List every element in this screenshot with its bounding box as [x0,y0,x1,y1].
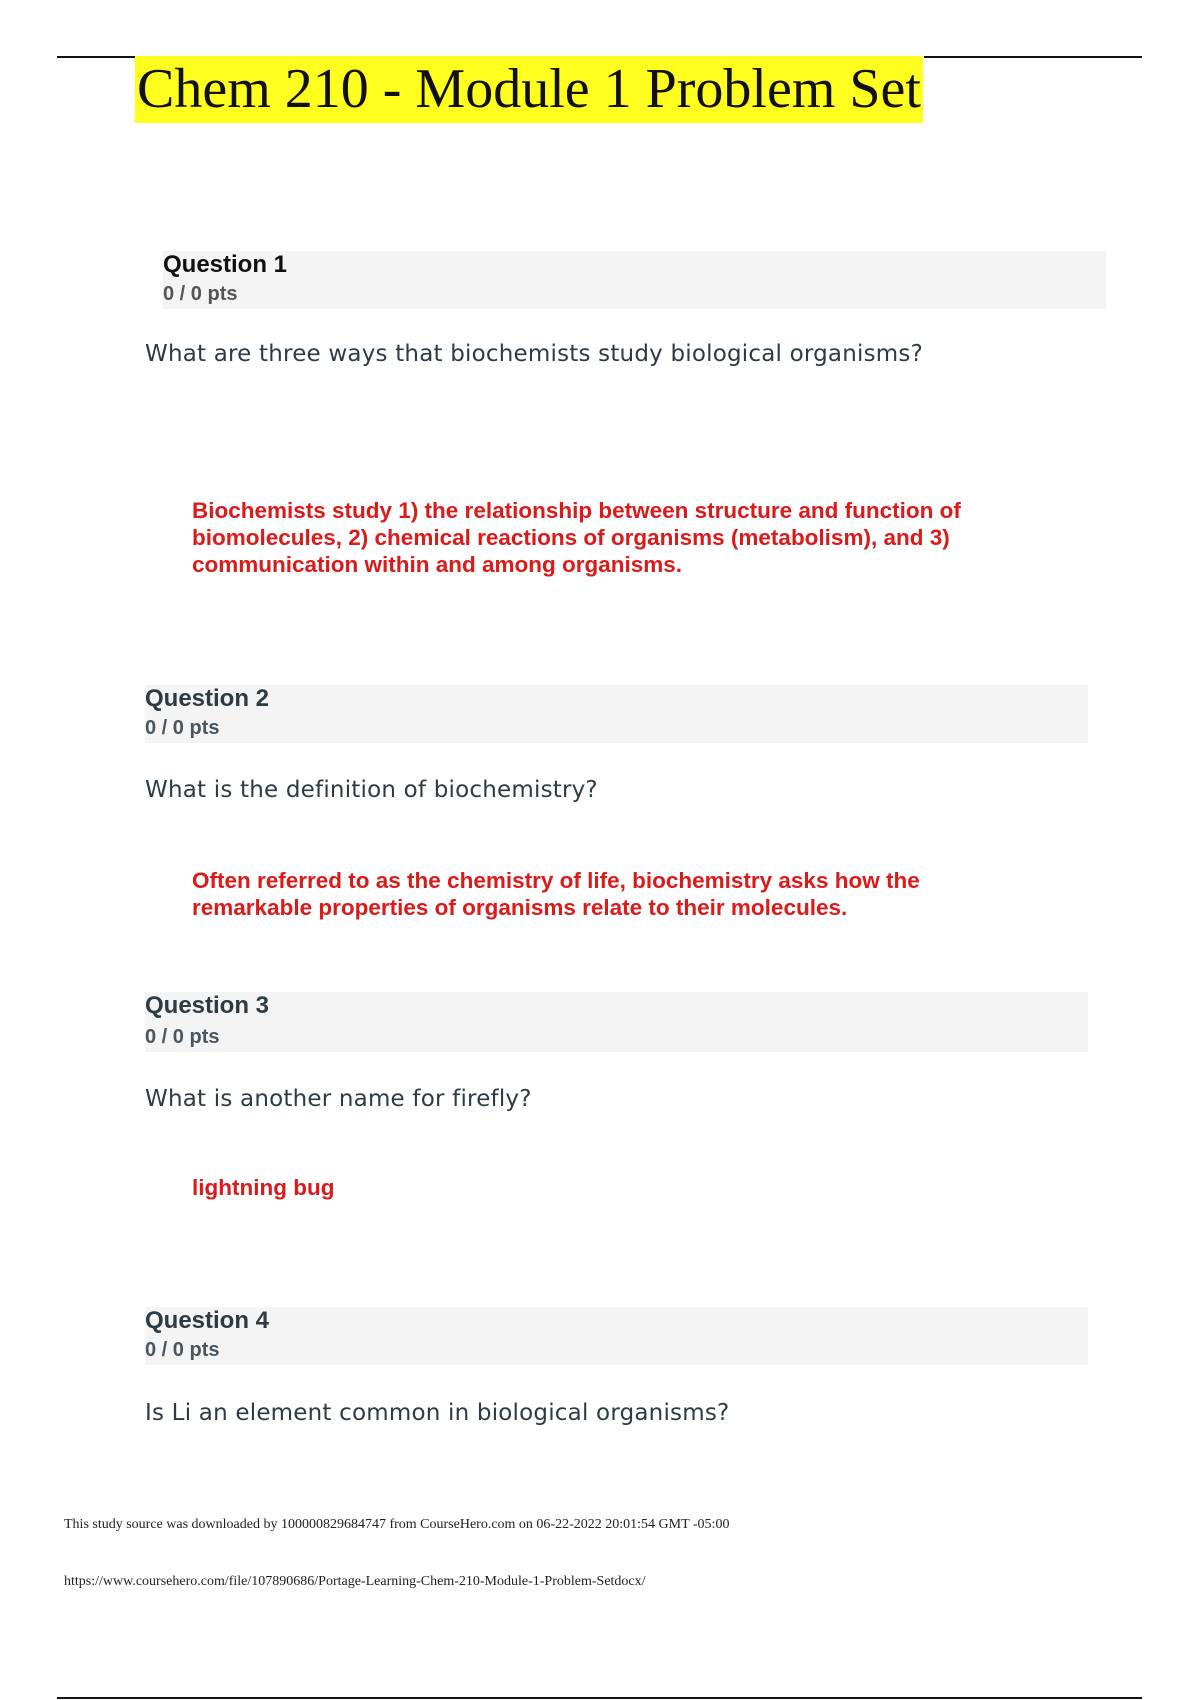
question-3-points: 0 / 0 pts [145,1026,220,1048]
question-1-header [163,251,1106,309]
question-3-title: Question 3 [145,992,270,1019]
question-2-text: What is the definition of biochemistry? [145,777,598,803]
question-1-points: 0 / 0 pts [163,283,238,305]
question-4-header [145,1307,1088,1365]
question-1-answer: Biochemists study 1) the relationship between structure and function of biomolecules, 2) chemical reactions of organisms (metabolism), and 3) communication within and among organisms. [192,498,961,577]
top-rule-left [57,56,135,58]
question-3-header [145,992,1088,1052]
question-1-text: What are three ways that biochemists study biological organisms? [145,341,923,367]
footer-source-line: This study source was downloaded by 100000829684747 from CourseHero.com on 06-22-2022 20:01:54 GMT -05:00 [64,1517,730,1532]
question-4-points: 0 / 0 pts [145,1339,220,1361]
question-4-text: Is Li an element common in biological organisms? [145,1400,730,1426]
question-2-header [145,685,1088,743]
question-1-title: Question 1 [163,251,288,278]
bottom-rule [57,1697,1142,1699]
document-title: Chem 210 - Module 1 Problem Set [135,56,923,123]
question-4-title: Question 4 [145,1307,270,1334]
question-2-answer: Often referred to as the chemistry of life, biochemistry asks how the remarkable properties of organisms relate to their molecules. [192,868,920,920]
question-2-points: 0 / 0 pts [145,717,220,739]
question-2-title: Question 2 [145,685,270,712]
question-3-text: What is another name for firefly? [145,1086,532,1112]
footer-url: https://www.coursehero.com/file/107890686/Portage-Learning-Chem-210-Module-1-Problem-Setdocx/ [64,1574,646,1589]
top-rule-right [924,56,1142,58]
question-3-answer: lightning bug [192,1175,335,1200]
